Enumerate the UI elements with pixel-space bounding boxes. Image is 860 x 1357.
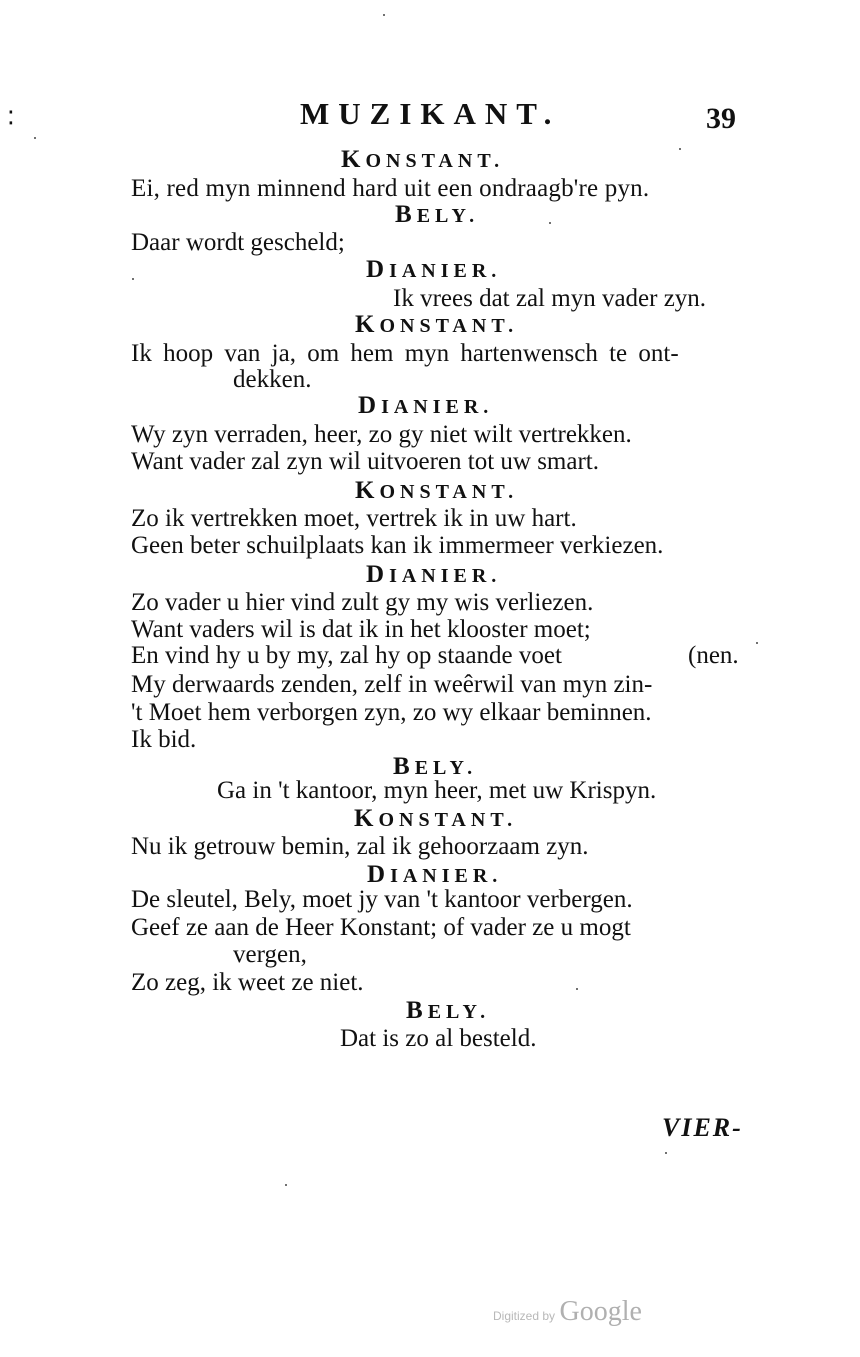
speaker-initial: B — [393, 753, 415, 780]
speaker-initial: K — [341, 146, 366, 173]
speaker-initial: D — [358, 392, 382, 419]
verse-line: Ik vrees dat zal myn vader zyn. — [393, 285, 707, 312]
speaker-initial: D — [366, 561, 390, 588]
verse-line-turnover: (nen. — [688, 642, 739, 669]
speaker-heading — [341, 145, 504, 176]
paper-speck — [756, 642, 758, 644]
speaker-heading — [406, 996, 490, 1027]
speaker-heading — [355, 310, 518, 341]
speaker-heading — [366, 255, 501, 286]
paper-speck — [549, 222, 551, 224]
page-number: 39 — [706, 102, 736, 135]
speaker-initial: B — [395, 201, 417, 228]
speaker-name-rest: ONSTANT. — [365, 150, 505, 172]
speaker-heading — [395, 200, 479, 231]
speaker-initial: K — [354, 805, 379, 832]
paper-speck — [34, 137, 36, 139]
paper-speck — [132, 278, 134, 280]
speaker-name-rest: IANIER. — [389, 565, 502, 587]
verse-line: dekken. — [233, 366, 312, 393]
digitized-by-label: Digitized by — [493, 1309, 556, 1323]
digitized-by-watermark — [493, 1296, 642, 1328]
verse-line: Want vader zal zyn wil uitvoeren tot uw smart. — [131, 448, 599, 475]
verse-line: 't Moet hem verborgen zyn, zo wy elkaar beminnen. — [131, 699, 652, 726]
speaker-initial: D — [366, 256, 390, 283]
paper-speck — [285, 1184, 287, 1186]
verse-line: De sleutel, Bely, moet jy van 't kantoor verbergen. — [131, 886, 633, 913]
speaker-heading — [354, 804, 517, 835]
running-title: MUZIKANT. — [300, 96, 561, 131]
speaker-name-rest: ELY. — [414, 757, 478, 779]
speaker-name-rest: ONSTANT. — [379, 315, 519, 337]
speaker-name-rest: ELY. — [416, 205, 480, 227]
speaker-heading — [355, 476, 518, 507]
verse-line: Nu ik getrouw bemin, zal ik gehoorzaam zyn. — [131, 833, 589, 860]
verse-line: Ik hoop van ja, om hem myn hartenwensch te ont- — [131, 340, 679, 367]
speaker-initial: B — [406, 997, 428, 1024]
verse-line: vergen, — [233, 941, 307, 968]
paper-speck — [576, 988, 578, 990]
paper-speck — [665, 1152, 667, 1154]
speaker-name-rest: IANIER. — [389, 260, 502, 282]
speaker-name-rest: ONSTANT. — [378, 809, 518, 831]
verse-line: Zo zeg, ik weet ze niet. — [131, 969, 364, 996]
verse-line: En vind hy u by my, zal hy op staande voet — [131, 642, 562, 669]
margin-specks: ⁚ — [8, 108, 14, 128]
speaker-name-rest: ONSTANT. — [379, 481, 519, 503]
speaker-initial: K — [355, 477, 380, 504]
verse-line: Ga in 't kantoor, myn heer, met uw Krispyn. — [217, 777, 657, 804]
verse-line: Geef ze aan de Heer Konstant; of vader ze u mogt — [131, 914, 631, 941]
verse-line: Daar wordt gescheld; — [131, 229, 345, 256]
verse-line: Dat is zo al besteld. — [340, 1025, 537, 1052]
verse-line: Wy zyn verraden, heer, zo gy niet wilt vertrekken. — [131, 421, 632, 448]
speaker-initial: D — [367, 861, 391, 888]
google-logo: Google — [559, 1296, 642, 1327]
verse-line: Zo ik vertrekken moet, vertrek ik in uw hart. — [131, 505, 577, 532]
speaker-initial: K — [355, 311, 380, 338]
verse-line: Ei, red myn minnend hard uit een ondraagb're pyn. — [131, 175, 650, 202]
verse-line: My derwaards zenden, zelf in weêrwil van myn zin- — [131, 671, 653, 698]
verse-line: Want vaders wil is dat ik in het klooster moet; — [131, 616, 591, 643]
speaker-name-rest: ELY. — [427, 1001, 491, 1023]
verse-line: Ik bid. — [131, 726, 197, 753]
speaker-name-rest: IANIER. — [390, 865, 503, 887]
paper-speck — [383, 14, 385, 16]
paper-speck — [679, 148, 681, 150]
speaker-heading — [366, 560, 501, 591]
verse-line: Zo vader u hier vind zult gy my wis verliezen. — [131, 589, 594, 616]
verse-line: Geen beter schuilplaats kan ik immermeer verkiezen. — [131, 532, 664, 559]
speaker-heading — [358, 391, 493, 422]
speaker-name-rest: IANIER. — [381, 396, 494, 418]
catchword: VIER- — [662, 1113, 743, 1142]
